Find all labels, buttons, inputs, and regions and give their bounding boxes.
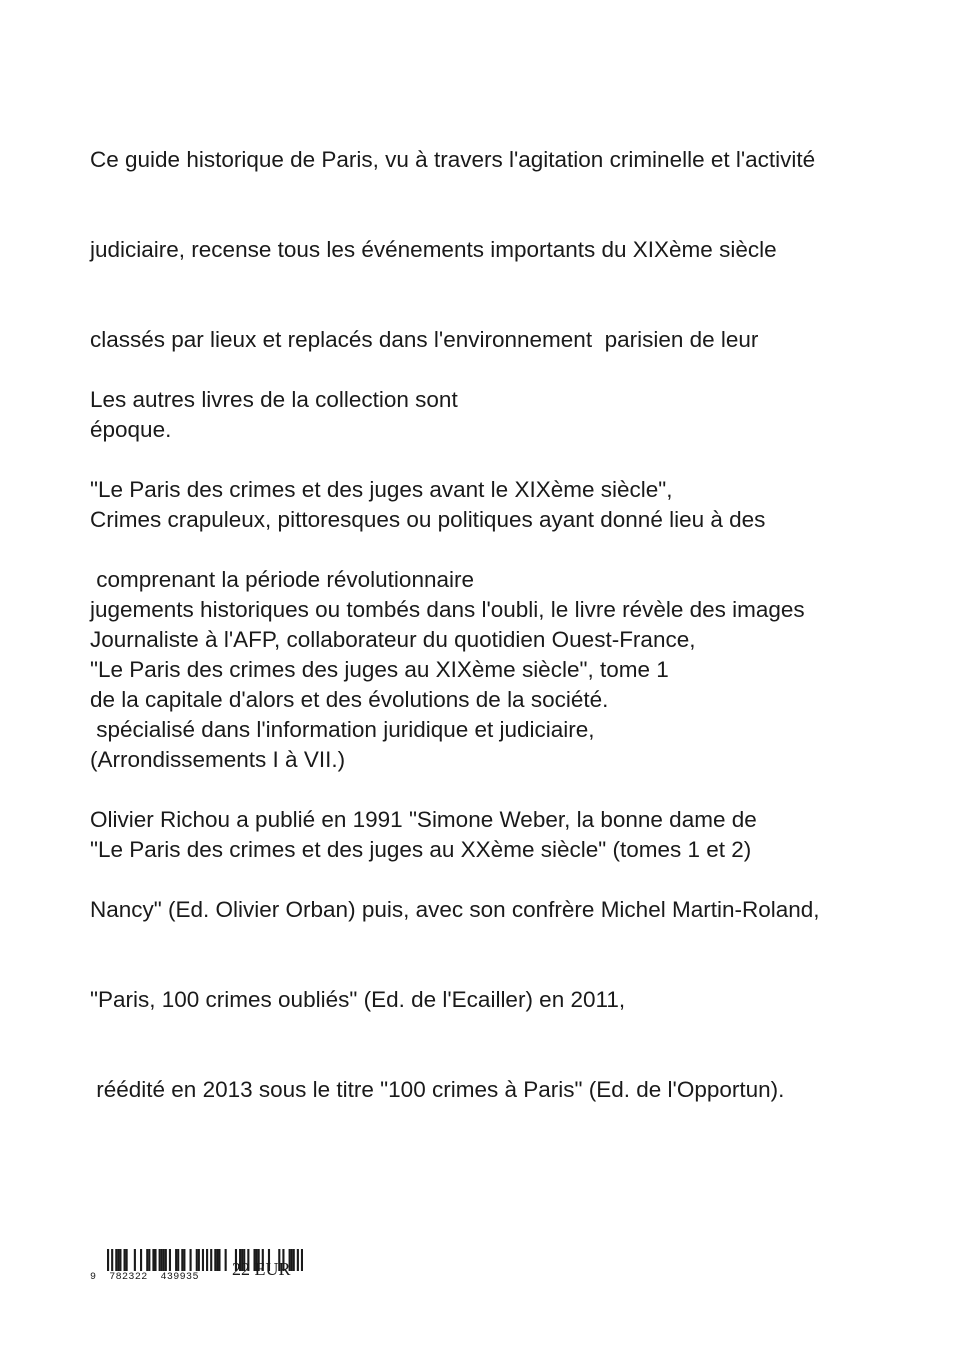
barcode-digits [90,1272,199,1283]
price-label: 22 EUR [232,1259,291,1279]
description-line: classés par lieux et replacés dans l'environnement parisien de leur [90,327,759,352]
description-line: époque. [90,417,172,442]
barcode-bar [161,1249,163,1271]
author-line: Olivier Richou a publié en 1991 "Simone Weber, la bonne dame de [90,807,757,832]
barcode-bar [301,1249,303,1271]
barcode-bar [159,1249,161,1271]
collection-line: comprenant la période révolutionnaire [90,567,474,592]
author-line: spécialisé dans l'information juridique et judiciaire, [90,717,595,742]
barcode-bar [218,1249,220,1271]
author-line: Nancy" (Ed. Olivier Orban) puis, avec son confrère Michel Martin-Roland, [90,897,820,922]
barcode-bar [146,1249,148,1271]
collection-line: (Arrondissements I à VII.) [90,747,346,772]
barcode-bar [196,1249,198,1271]
barcode-bar [169,1249,171,1271]
barcode-bar [177,1249,179,1271]
barcode-bar [154,1249,156,1271]
barcode-bar [181,1249,183,1271]
collection-line: Les autres livres de la collection sont [90,387,458,412]
barcode-bar [175,1249,177,1271]
collection-line: "Le Paris des crimes et des juges avant le XIXème siècle", [90,477,673,502]
barcode-bar [202,1249,204,1271]
barcode-bar [190,1249,192,1271]
barcode-bar [216,1249,218,1271]
author-line: Journaliste à l'AFP, collaborateur du quotidien Ouest-France, [90,627,696,652]
description-line: jugements historiques ou tombés dans l'oubli, le livre révèle des images [90,597,805,622]
barcode-digits-right: 439935 [160,1272,199,1283]
description-line: Crimes crapuleux, pittoresques ou politiques ayant donné lieu à des [90,507,766,532]
barcode-bar [293,1249,295,1271]
barcode-bar [297,1249,299,1271]
barcode-bar [183,1249,185,1271]
barcode-bar [148,1249,150,1271]
barcode-bar [165,1249,167,1271]
barcode-bar [163,1249,165,1271]
barcode-bar [152,1249,154,1271]
barcode-bar [126,1249,128,1271]
barcode-bar [225,1249,227,1271]
collection-line: "Le Paris des crimes des juges au XIXème siècle", tome 1 [90,657,669,682]
barcode-digit-first: 9 [90,1272,97,1283]
author-bio [90,565,910,1165]
barcode-bar [198,1249,200,1271]
barcode-bar [111,1249,113,1271]
barcode-bar [119,1249,121,1271]
barcode-bar [291,1249,293,1271]
author-line: "Paris, 100 crimes oubliés" (Ed. de l'Ecailler) en 2011, [90,987,626,1012]
barcode-bar [214,1249,216,1271]
description-line: Ce guide historique de Paris, vu à travers l'agitation criminelle et l'activité [90,147,816,172]
barcode-bar [115,1249,117,1271]
barcode-bar [210,1249,212,1271]
barcode-digits-left: 782322 [109,1272,148,1283]
barcode-bar [134,1249,136,1271]
description-line: judiciaire, recense tous les événements importants du XIXème siècle [90,237,777,262]
barcode-bar [124,1249,126,1271]
description-line: de la capitale d'alors et des évolutions de la société. [90,687,609,712]
barcode-bar [206,1249,208,1271]
barcode-bar [107,1249,109,1271]
barcode-bar [117,1249,119,1271]
collection-line: "Le Paris des crimes et des juges au XXème siècle" (tomes 1 et 2) [90,837,752,862]
author-line: réédité en 2013 sous le titre "100 crimes à Paris" (Ed. de l'Opportun). [90,1077,785,1102]
barcode-bar [140,1249,142,1271]
